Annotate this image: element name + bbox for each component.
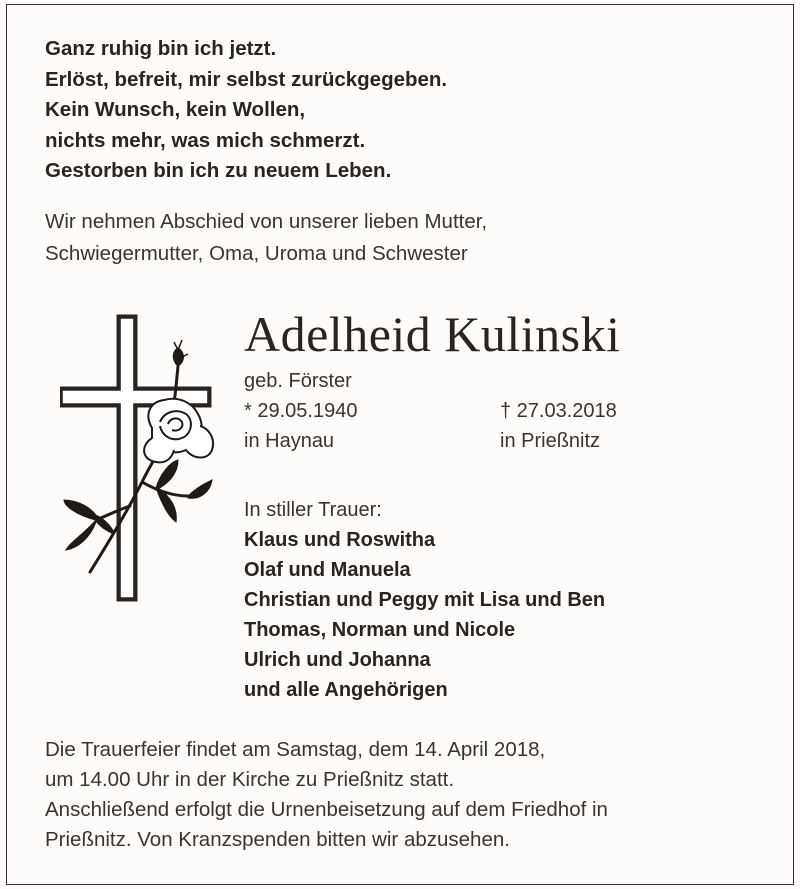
poem-line: Kein Wunsch, kein Wollen, [45,98,306,121]
service-info [45,735,608,855]
service-line: Prießnitz. Von Kranzspenden bitten wir abzusehen. [45,828,510,851]
mourner-entry: Christian und Peggy mit Lisa und Ben [244,589,606,611]
rose-leaves [64,460,212,550]
poem-line: Erlöst, befreit, mir selbst zurückgegeben. [45,67,448,91]
mourner-entry: und alle Angehörigen [244,679,448,701]
poem-line: Gestorben bin ich zu neuem Leben. [45,159,392,182]
poem-line: Ganz ruhig bin ich jetzt. [45,37,277,60]
service-line: Die Trauerfeier findet am Samstag, dem 14. April 2018, [45,738,546,761]
mourner-entry: Ulrich und Johanna [244,649,431,671]
mourner-entry: Thomas, Norman und Nicole [244,619,516,641]
birth-name: geb. Förster [244,370,352,392]
poem [45,34,447,187]
mourner-entry: Olaf und Manuela [244,559,411,581]
mourner-entry: Klaus und Roswitha [244,529,436,551]
death-date: † 27.03.2018 [500,400,617,422]
rose-bloom [144,399,213,463]
service-line: um 14.00 Uhr in der Kirche zu Prießnitz statt. [45,768,455,791]
service-line: Anschließend erfolgt die Urnenbeisetzung auf dem Friedhof in [45,798,608,821]
deceased-name: Adelheid Kulinski [244,306,621,362]
birth-date: * 29.05.1940 [244,400,358,422]
mourners-label: In stiller Trauer: [244,499,382,521]
poem-line: nichts mehr, was mich schmerzt. [45,128,366,152]
intro-line: Schwiegermutter, Oma, Uroma und Schwester [45,242,468,265]
intro-line: Wir nehmen Abschied von unserer lieben Mutter, [45,210,488,233]
farewell-intro [45,206,487,270]
cross-with-rose-icon [60,310,220,610]
birth-place: in Haynau [244,430,335,452]
cross-shape [60,316,210,600]
mourners-list [244,495,605,705]
death-place: in Prießnitz [500,430,601,452]
